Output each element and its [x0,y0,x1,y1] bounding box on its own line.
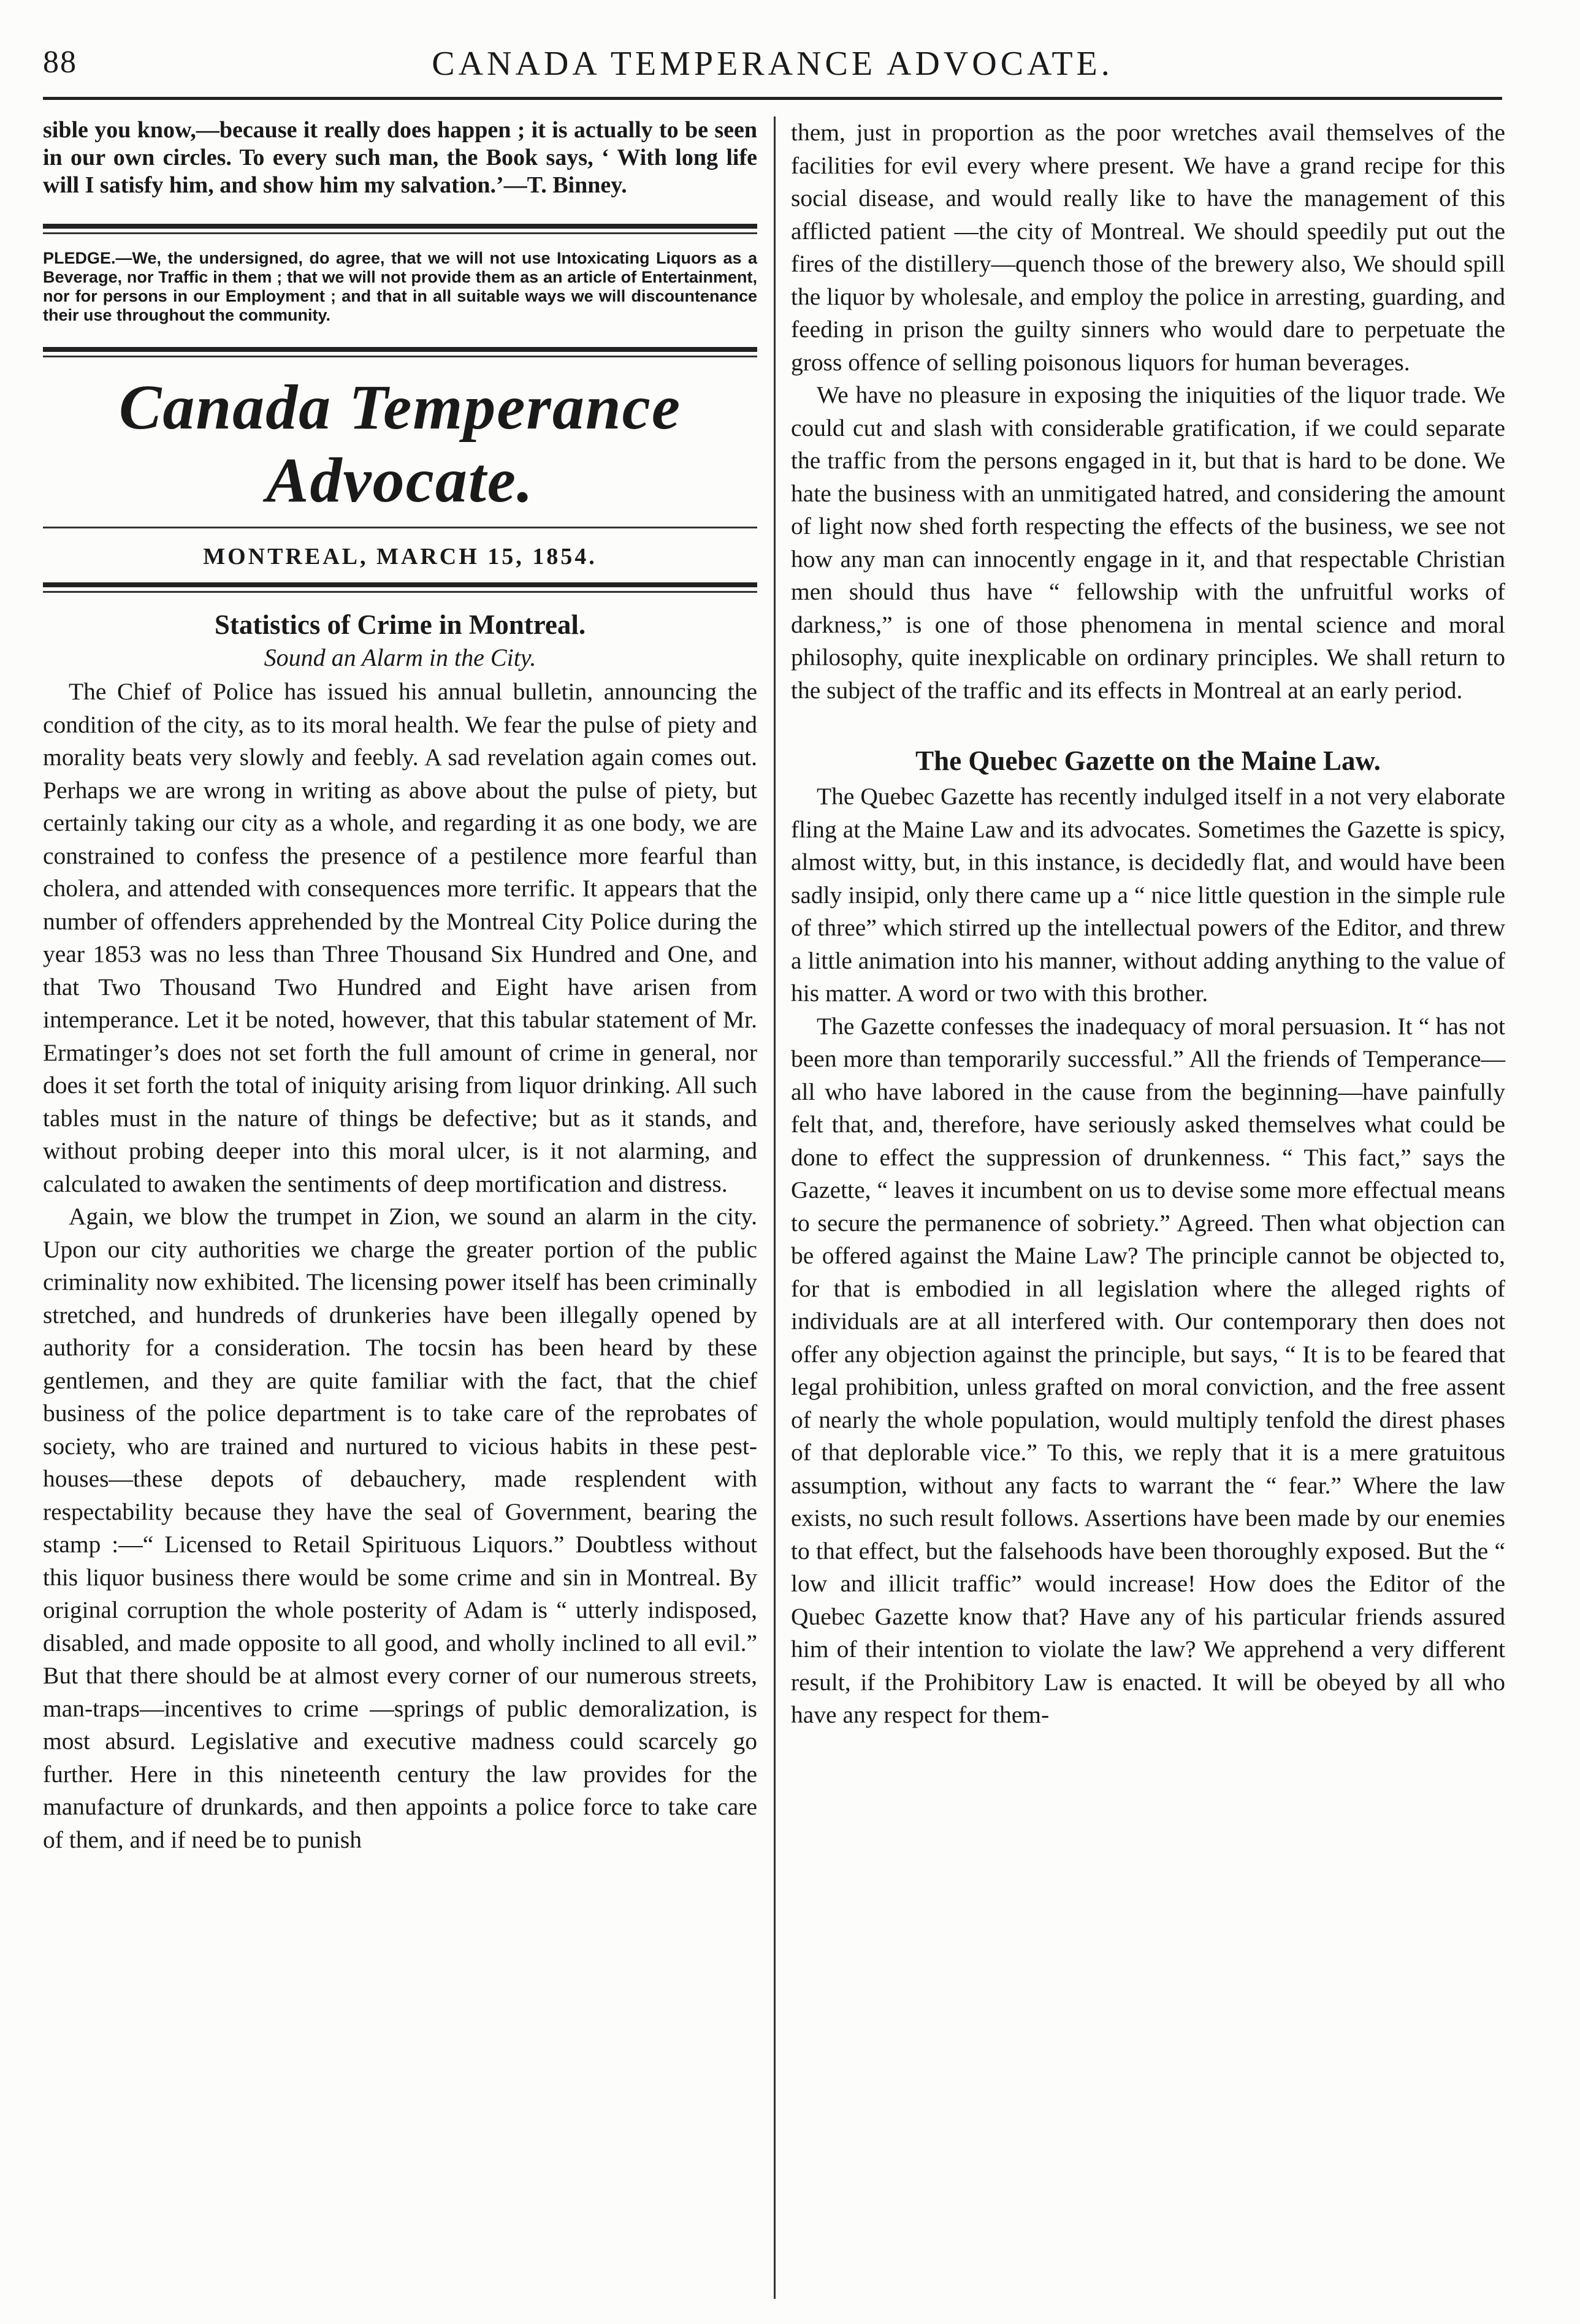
article-paragraph: The Gazette confesses the inadequacy of moral persuasion. It “ has not been more than temporarily successful.” All the friends of Temperance—all who have labored in the cause from the beginning—have painfully felt that, and, therefore, have seriously asked themselves what could be done to effect the suppression of drunkenness. “ This fact,” says the Gazette, “ leaves it incumbent on us to devise some more effectual means to secure the permanence of sobriety.” Agreed. Then what objection can be offered against the Maine Law? The principle cannot be objected to, for that is embodied in all legislation where the alleged rights of individuals are at all interfered with. Our contemporary then does not offer any objection against the principle, but says, “ It is to be feared that legal prohibition, unless grafted on moral conviction, and the free assent of nearly the whole population, would multiply tenfold the direst phases of that deplorable vice.” To this, we reply that it is a mere gratuitous assumption, without any facts to warrant the “ fear.” Where the law exists, no such result follows. Assertions have been made by our enemies to that effect, but the falsehoods have been thoroughly exposed. But the “ low and illicit traffic” would increase! How does the Editor of the Quebec Gazette know that? Have any of his particular friends assured him of their intention to violate the law? We apprehend a very different result, if the Prohibitory Law is enacted. It will be obeyed by all who have any respect for them- [791,1012,1505,1728]
section-rule [43,232,757,234]
running-title: CANADA TEMPERANCE ADVOCATE. [432,45,1113,83]
pledge-text: PLEDGE.—We, the undersigned, do agree, that we will not use Intoxicating Liquors as a Beverage, nor Traffic in them ; that we will not provide them as an article of Entertainment, nor for persons in our Employment ; and that in all suitable ways we will discountenance their use throughout the community. [43,249,757,324]
masthead-rule-top [43,347,757,352]
article-paragraph: The Chief of Police has issued his annual bulletin, announcing the condition of the city, as to its moral health. We fear the pulse of piety and morality beats very slowly and feebly. A sad revelation again comes out. Perhaps we are wrong in writing as above about the pulse of piety, but certainly taking our city as a whole, and regarding it as one body, we are constrained to confess the presence of a pestilence more fearful than cholera, and attended with consequences more terrific. It appears that the number of offenders apprehended by the Montreal City Police during the year 1853 was no less than Three Thousand Six Hundred and One, and that Two Thousand Two Hundred and Eight have arisen from intemperance. Let it be noted, however, that this tabular statement of Mr. Ermatinger’s does not set forth the full amount of crime in general, nor does it set forth the total of iniquity arising from liquor drinking. All such tables must in the nature of things be defective; but as it stands, and without probing deeper into this moral ulcer, is it not alarming, and calculated to awaken the sentiments of deep mortification and distress. [43,678,757,1197]
masthead: Canada Temperance Advocate. [118,372,682,516]
section-rule [43,224,757,229]
column-divider [774,116,776,2299]
header-rule [43,97,1502,100]
article-paragraph: Again, we blow the trumpet in Zion, we sound an alarm in the city. Upon our city authorities we charge the greater portion of the public criminality now exhibited. The licensing power itself has been criminally stretched, and hundreds of drunkeries have been illegally opened by authority for a consideration. The tocsin has been heard by these gentlemen, and they are quite familiar with the fact, that the chief business of the police department is to take care of the reprobates of society, who are trained and nurtured to vicious habits in these pest-houses—these depots of debauchery, made resplendent with respectability because they have the seal of Government, bearing the stamp :—“ Licensed to Retail Spirituous Liquors.” Doubtless without this liquor business there would be some crime and sin in Montreal. By original corruption the whole posterity of Adam is “ utterly indisposed, disabled, and made opposite to all good, and wholly inclined to all evil.” But that there should be at almost every corner of our numerous streets, man-traps—incentives to crime —springs of public demoralization, is most absurd. Legislative and executive madness could scarcely go further. Here in this nineteenth century the law provides for the manufacture of drunkards, and then appoints a police force to take care of them, and if need be to punish [43,1203,757,1853]
article-title: Statistics of Crime in Montreal. [214,609,586,640]
page-header [43,44,1502,99]
dateline-rule [43,582,757,587]
article-paragraph: The Quebec Gazette has recently indulged itself in a not very elaborate fling at the Maine Law and its advocates. Sometimes the Gazette is spicy, almost witty, but, in this instance, is decidedly flat, and would have been sadly insipid, only there came up a “ nice little question in the simple rule of three” which stirred up the intellectual powers of the Editor, and threw a little animation into his manner, without adding anything to the value of his matter. A word or two with this brother. [791,783,1505,1007]
quote-continuation: sible you know,—because it really does happen ; it is actually to be seen in our own circles. To every such man, the Book says, ‘ With long life will I satisfy him, and show him my salvation.’—T. Binney. [43,117,757,198]
masthead-rule-bottom [43,527,757,528]
dateline-rule [43,591,757,593]
left-column [43,116,757,1856]
right-column [791,116,1505,1732]
article-paragraph: We have no pleasure in exposing the iniquities of the liquor trade. We could cut and slash with considerable gratification, if we could separate the traffic from the persons engaged in it, but that is hard to be done. We hate the business with an unmitigated hatred, and considering the amount of light now shed forth respecting the effects of the business, we see not how any man can innocently engage in it, and that respectable Christian men should thus have “ fellowship with the unfruitful works of darkness,” is one of those phenomena in mental science and moral philosophy, quite inexplicable on ordinary principles. We shall return to the subject of the traffic and its effects in Montreal at an early period. [791,381,1505,704]
article-paragraph-continued: them, just in proportion as the poor wretches avail themselves of the facilities for evil every where present. We have a grand recipe for this social disease, and would really like to have the management of this afflicted patient —the city of Montreal. We should speedily put out the fires of the distillery—quench those of the brewery also, We should spill the liquor by wholesale, and employ the police in arresting, guarding, and feeding in prison the guilty sinners who would dare to perpetuate the gross offence of selling poisonous liquors for human beverages. [791,119,1505,376]
masthead-rule-top [43,356,757,357]
dateline: MONTREAL, MARCH 15, 1854. [203,544,597,570]
article-subtitle: Sound an Alarm in the City. [264,644,536,671]
page-number: 88 [43,45,77,80]
article-title: The Quebec Gazette on the Maine Law. [915,745,1381,776]
